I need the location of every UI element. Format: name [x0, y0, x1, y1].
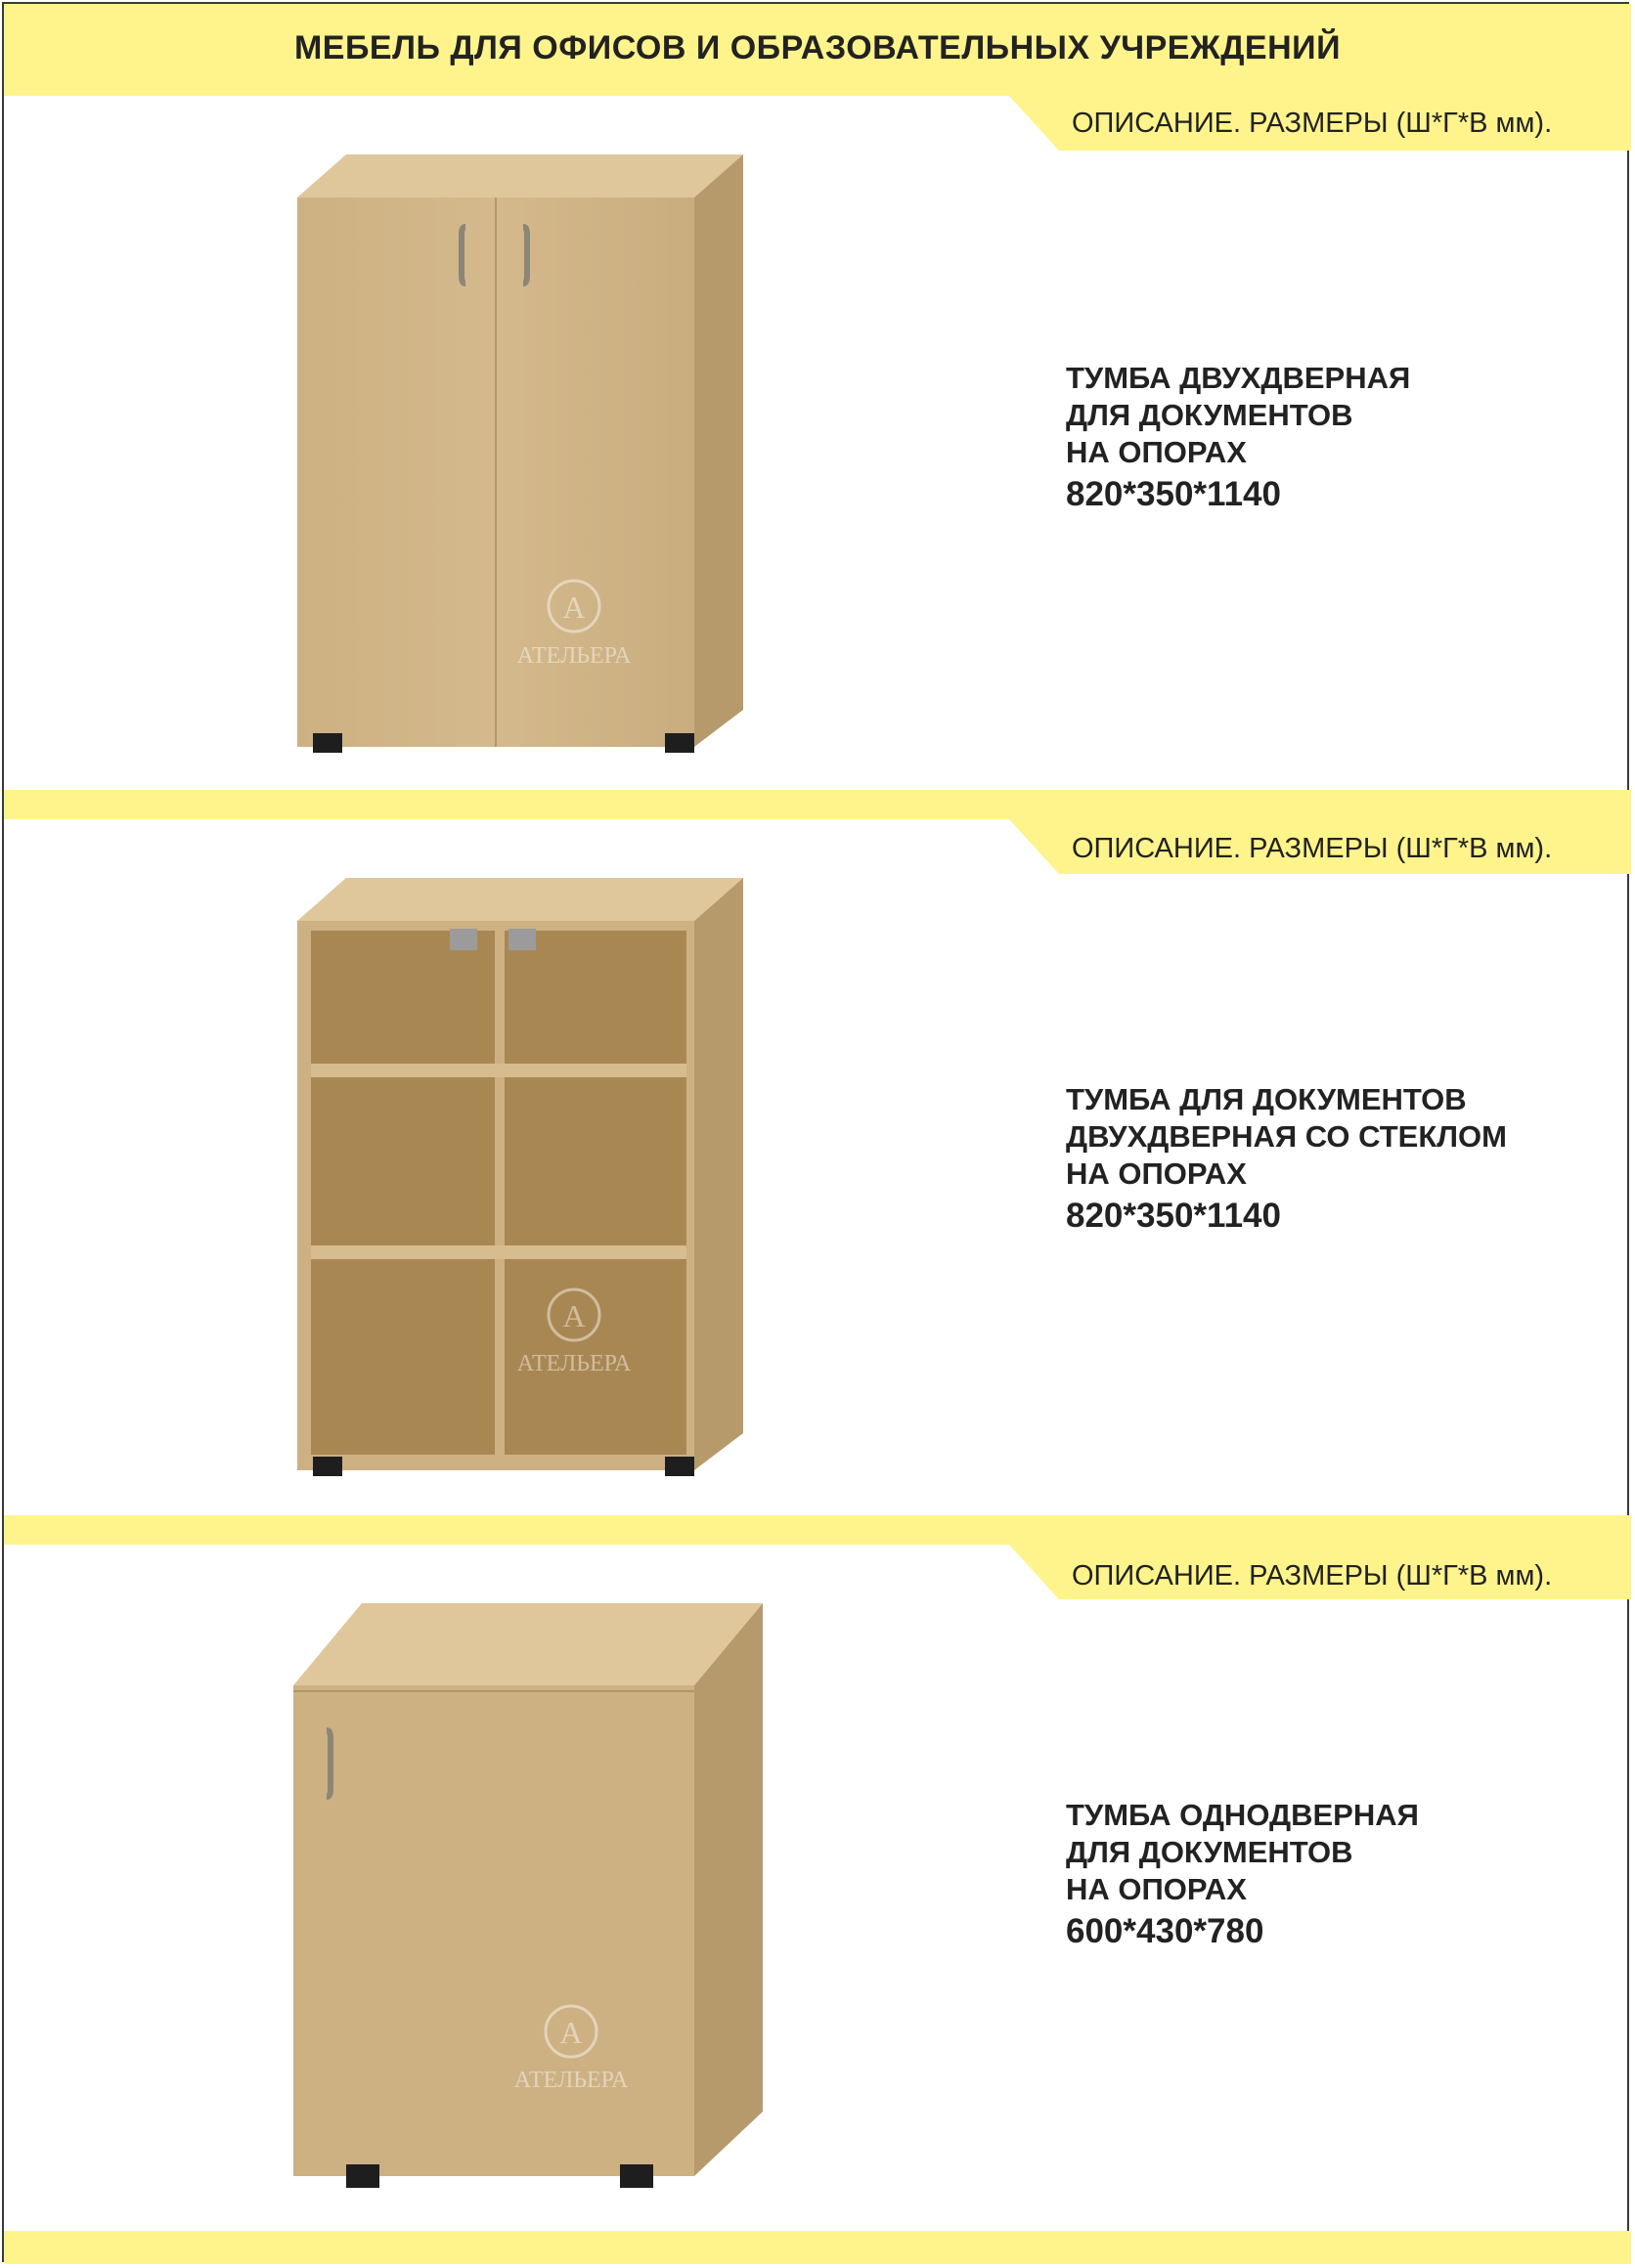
cabinet-interior-left [311, 931, 495, 1455]
cabinet-foot [346, 2164, 379, 2188]
product-description-1 [1066, 360, 1410, 516]
page-title: МЕБЕЛЬ ДЛЯ ОФИСОВ И ОБРАЗОВАТЕЛЬНЫХ УЧРЕЖДЕНИЙ [293, 29, 1342, 66]
cabinet-foot [313, 1457, 342, 1476]
section-band-3 [4, 1515, 1631, 1545]
double-door-cabinet-icon [284, 147, 792, 763]
section-band-2 [4, 790, 1631, 819]
cabinet-foot [665, 733, 694, 753]
cabinet-top [293, 1603, 763, 1685]
cabinet-top [297, 878, 743, 921]
description-line: НА ОПОРАХ [1066, 1156, 1247, 1191]
product-dimensions: 600*430*780 [1066, 1912, 1264, 1950]
glass-door-cabinet-icon [284, 870, 792, 1486]
svg-text:А: А [559, 2015, 583, 2050]
description-line: ДЛЯ ДОКУМЕНТОВ [1066, 1835, 1353, 1869]
svg-text:АТЕЛЬЕРА: АТЕЛЬЕРА [516, 1351, 632, 1376]
shelf [311, 1064, 686, 1077]
footer-band [4, 2231, 1631, 2264]
svg-text:АТЕЛЬЕРА: АТЕЛЬЕРА [513, 2068, 629, 2093]
svg-text:А: А [562, 1298, 586, 1333]
cabinet-side [694, 154, 743, 747]
cabinet-side [694, 1603, 763, 2176]
cabinet-top [297, 154, 743, 197]
description-line: ДВУХДВЕРНАЯ СО СТЕКЛОМ [1066, 1119, 1507, 1154]
product-dimensions: 820*350*1140 [1066, 1197, 1281, 1235]
cabinet-side [694, 878, 743, 1470]
cabinet-foot [665, 1457, 694, 1476]
cabinet-foot [620, 2164, 653, 2188]
glass-door-hinge [450, 929, 477, 950]
description-tab-label-2: ОПИСАНИЕ. РАЗМЕРЫ (Ш*Г*В мм). [1072, 833, 1553, 864]
single-door-cabinet-icon [284, 1593, 792, 2209]
description-line: ТУМБА ОДНОДВЕРНАЯ [1066, 1798, 1419, 1832]
description-line: ТУМБА ДЛЯ ДОКУМЕНТОВ [1066, 1082, 1467, 1116]
cabinet-front [293, 1685, 694, 2176]
description-tab-label-1: ОПИСАНИЕ. РАЗМЕРЫ (Ш*Г*В мм). [1072, 108, 1553, 139]
description-tab-label-3: ОПИСАНИЕ. РАЗМЕРЫ (Ш*Г*В мм). [1072, 1560, 1553, 1592]
description-line: НА ОПОРАХ [1066, 1872, 1247, 1906]
product-description-3 [1066, 1797, 1419, 1953]
shelf [311, 1245, 686, 1259]
product-description-2 [1066, 1081, 1507, 1238]
svg-text:А: А [562, 589, 586, 625]
product-dimensions: 820*350*1140 [1066, 475, 1281, 513]
description-line: НА ОПОРАХ [1066, 435, 1247, 469]
glass-door-hinge [508, 929, 536, 950]
center-divider [495, 921, 505, 1470]
svg-text:АТЕЛЬЕРА: АТЕЛЬЕРА [516, 643, 632, 669]
description-line: ДЛЯ ДОКУМЕНТОВ [1066, 398, 1353, 432]
cabinet-foot [313, 733, 342, 753]
description-line: ТУМБА ДВУХДВЕРНАЯ [1066, 361, 1411, 395]
